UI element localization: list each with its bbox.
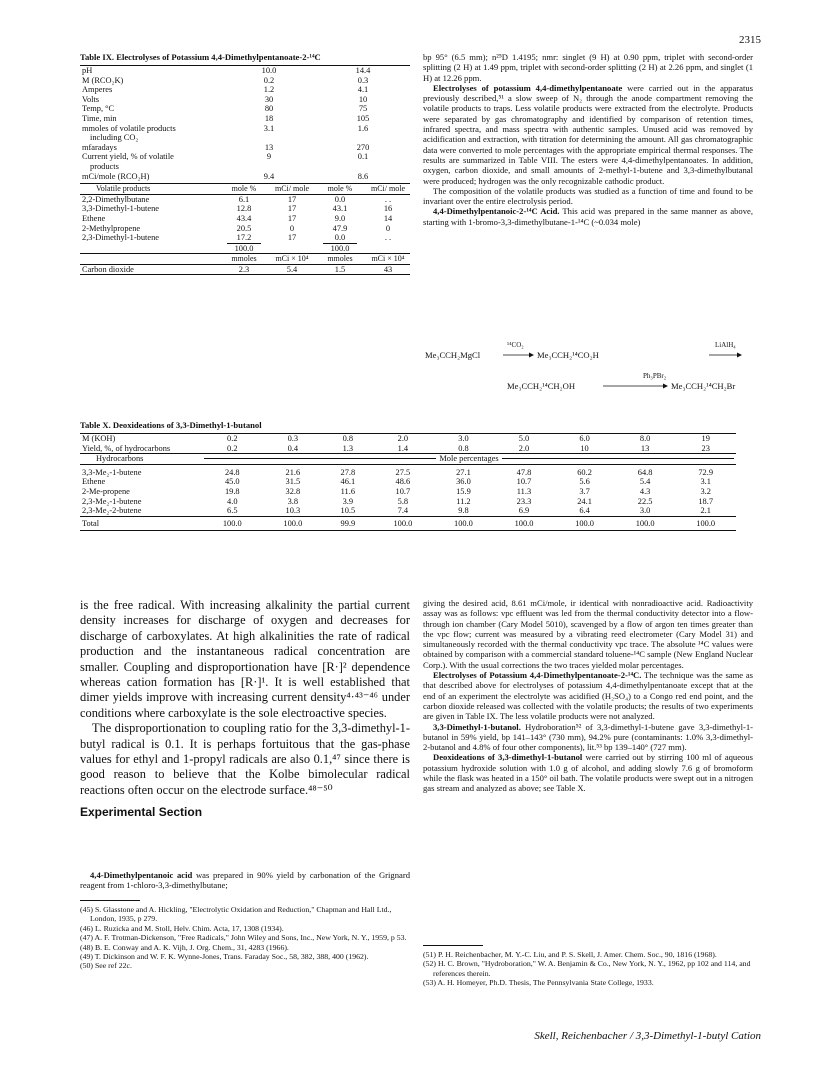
cell: 15.9	[456, 486, 471, 496]
param-label: Time, min	[82, 113, 117, 123]
cell: 100.0	[635, 518, 655, 528]
cell: 19	[701, 434, 710, 443]
co2-label: Carbon dioxide	[82, 264, 134, 274]
vol-c2: 0	[289, 223, 295, 233]
cell: 100.0	[454, 518, 473, 528]
paragraph: The composition of the volatile products was studied as a function of time and found to be invariant over the entire electrolysis period.	[423, 185, 753, 207]
cell: 6.5	[227, 506, 238, 516]
footnote: (53) A. H. Homeyer, Ph.D. Thesis, The Pennsylvania State College, 1933.	[423, 978, 654, 988]
param-value-b: 75	[358, 104, 368, 114]
vol-c2: 17	[287, 233, 297, 243]
hc-header: Hydrocarbons	[96, 454, 144, 464]
cell: 0.3	[287, 434, 299, 443]
co2-c4: 43	[383, 264, 393, 274]
vol-total-c1: 100.0	[227, 243, 261, 254]
cell: 60.2	[577, 467, 592, 477]
table-row	[80, 214, 410, 224]
scheme-r2: LiAlH₄	[715, 341, 736, 349]
vol-c2: 17	[287, 213, 297, 223]
cell: 11.3	[516, 486, 532, 496]
table-row	[80, 172, 410, 182]
cell: 23.3	[516, 496, 532, 506]
param-value-a: 9	[266, 152, 272, 162]
table-row	[80, 224, 410, 234]
table-row	[80, 162, 410, 172]
cell: 7.4	[397, 506, 409, 516]
cell: 0.8	[458, 443, 469, 453]
row-label: M (KOH)	[82, 434, 116, 443]
param-value-a: 80	[264, 104, 274, 114]
vol-c4: 16	[383, 204, 393, 214]
table-row	[80, 204, 410, 214]
vol-header-c1: mole %	[231, 184, 257, 194]
cell: 48.6	[395, 477, 411, 487]
param-value-a: 1.2	[263, 85, 275, 95]
table-row	[80, 444, 736, 454]
cell: 22.5	[637, 496, 653, 506]
cell: 27.1	[456, 467, 471, 477]
vol-c4: 0	[385, 223, 391, 233]
co2-header-c2: mCi × 10⁴	[275, 254, 309, 264]
vol-c3: 43.1	[332, 204, 348, 214]
paragraph: Deoxideations of 3,3-dimethyl-1-butanol were carried out by stirring 100 ml of aqueous potassium hydroxide solution with 1.0 g of alcohol, and adding slowly 7.6 g of bromoform while the flask was heated in a 150° oil bath. The volatile products were swept out in a nitrogen gas stream and analyzed as above; see Table X.	[423, 752, 753, 794]
vol-c2: 17	[287, 204, 297, 214]
param-value-b: 270	[356, 142, 370, 152]
co2-c3: 1.5	[334, 264, 346, 274]
vol-c1: 17.2	[236, 233, 252, 243]
cell: 3.2	[700, 486, 711, 496]
scheme-s2: Me₃CCH₂¹⁴CO₂H	[537, 350, 599, 360]
param-value-a: 9.4	[263, 171, 275, 181]
table-row	[80, 194, 410, 204]
cell: 1.3	[342, 443, 354, 453]
vol-label: 2,2-Dimethylbutane	[82, 194, 150, 204]
footnote: (48) B. E. Conway and A. K. Vijh, J. Org. Chem., 31, 4283 (1966).	[80, 942, 289, 952]
param-value-b: 105	[356, 113, 370, 123]
footnote: (51) P. H. Reichenbacher, M. Y.-C. Liu, and P. S. Skell, J. Amer. Chem. Soc., 90, 1816 (1968).	[423, 950, 717, 959]
table-row	[80, 133, 410, 143]
cell: 11.6	[340, 486, 356, 496]
paragraph: 4,4-Dimethylpentanoic acid was prepared in 90% yield by carbonation of the Grignard reagent from 1-chloro-3,3-dimethylbutane;	[80, 870, 411, 891]
param-value-a: 3.1	[263, 123, 275, 133]
table-ix-volatiles	[80, 183, 410, 275]
cell: 3.9	[342, 496, 354, 506]
row-label: Yield, %, of hydrocarbons	[82, 443, 171, 453]
paragraph: is the free radical. With increasing alkalinity the partial current density increases for discharge of oxygen and decreases for discharge of carboxylates. At high alkalinities the rate of radical production and the instantaneous radical concentration are smaller. Coupling and disproportionation have [R·]² dependence whereas cation formation has [R·]¹. It is well established that dimer yields improve with increasing current density⁴·⁴³⁻⁴⁶ under conditions where carboxylate is the sole electroactive species.	[80, 598, 410, 720]
cell: 100.0	[283, 518, 303, 528]
cell: 27.5	[395, 467, 411, 477]
cell: 100.0	[514, 518, 534, 528]
vol-header-c3: mole %	[327, 184, 353, 194]
footnote: (46) L. Ruzicka and M. Stoll, Helv. Chim. Acta, 17, 1308 (1934).	[80, 923, 284, 933]
paragraph: The disproportionation to coupling ratio for the 3,3-dimethyl-1-butyl radical is 0.1. It is perhaps fortuitous that the gas-phase values for ethyl and 1-propyl radicals are also 0.1,⁴⁷ since there is good reason to believe that the Kolbe bimolecular radical reactions often occur on the electrode surface.⁴⁸⁻⁵⁰	[80, 721, 410, 797]
param-value-b: 1.6	[357, 123, 369, 133]
cell: 19.8	[224, 486, 240, 496]
section-heading: Experimental Section	[80, 805, 203, 820]
cell: 10	[580, 443, 589, 453]
scheme-s1: Me₃CCH₂MgCl	[425, 350, 481, 360]
param-label: mfaradays	[82, 142, 117, 152]
footnote: (49) T. Dickinson and W. F. K. Wynne-Jones, Trans. Faraday Soc., 58, 382, 388, 400 (1962).	[80, 952, 369, 962]
cell: 36.0	[456, 477, 471, 487]
cell: 24.8	[224, 467, 240, 477]
param-value-b	[316, 162, 410, 172]
table-row	[80, 487, 736, 497]
vol-label: Ethene	[82, 213, 106, 223]
cell: 5.6	[579, 477, 590, 487]
row-label: 2,3-Me₂-1-butene	[82, 496, 142, 506]
cell: 21.6	[285, 467, 301, 477]
cell: 10.7	[395, 486, 411, 496]
cell: 5.4	[639, 477, 651, 487]
cell: 2.0	[397, 434, 409, 443]
cell: 64.8	[637, 467, 653, 477]
table-row	[80, 114, 410, 124]
param-value-b: 8.6	[357, 171, 369, 181]
cell: 10.7	[516, 477, 532, 487]
footnote: (47) A. F. Trotman-Dickenson, "Free Radicals," John Wiley and Sons, Inc., New York, N. Y., 1959, p 53.	[80, 933, 407, 943]
cell: 3.0	[639, 506, 651, 516]
param-value-a: 30	[264, 94, 274, 104]
vol-c1: 20.5	[236, 223, 252, 233]
cell: 6.0	[579, 434, 590, 443]
mole-pct-header	[202, 454, 736, 465]
cell: 100.0	[393, 518, 413, 528]
right-body-text	[423, 598, 753, 794]
param-value-b: 0.1	[357, 152, 369, 162]
row-label: 3,3-Me₂-1-butene	[82, 467, 142, 477]
cell: 3.8	[287, 496, 299, 506]
vol-c4: 14	[383, 213, 393, 223]
table-x	[80, 420, 736, 531]
table-header-row	[80, 454, 736, 465]
table-row	[80, 143, 410, 153]
cell: 100.0	[222, 518, 242, 528]
row-label: 2-Me-propene	[82, 486, 130, 496]
vol-c3: 0.0	[334, 233, 346, 243]
table-x-title: Table X. Deoxideations of 3,3-Dimethyl-1-butanol	[80, 420, 262, 430]
table-row	[80, 516, 736, 531]
co2-header-c3: mmoles	[327, 254, 353, 264]
cell: 47.8	[516, 467, 532, 477]
param-label: products	[90, 161, 119, 171]
paragraph: Electrolyses of Potassium 4,4-Dimethylpentanoate-2-¹⁴C. The technique was the same as that described above for electrolyses of potassium 4,4-dimethylpentanoate except that at the end of an experiment the electrolyte was acidified (H₂SO₄) to a Congo red end point, and the carbon dioxide released was collected with the volatile products; the results of two experiments are given in Table IX. The less volatile products were not analyzed.	[423, 670, 753, 722]
vol-label: 2-Methylpropene	[82, 223, 141, 233]
paragraph: giving the desired acid, 8.61 mCi/mole, ir identical with nonradioactive acid. Radioactivity assay was as follows: vpc effluent was led from the thermal conductivity detector into a flow-through ion chamber (Cary Model 5010), scavenged by a flow of argon ten times greater than the vpc flow; current was measured by a vibrating reed electrometer (Cary Model 31) and simultaneously recorded with the thermal conductivity vpc trace. The absolute ¹⁴C values were obtained by comparison with a commercial standard toluene-¹⁴C sample (New England Nuclear Corp.). With the usual corrections the two traces yielded molar percentages.	[423, 598, 753, 670]
vol-c1: 43.4	[236, 213, 252, 223]
cell: 100.0	[696, 518, 716, 528]
cell: 46.1	[340, 477, 356, 487]
table-ix-params	[80, 65, 410, 181]
cell: 5.0	[518, 434, 530, 443]
param-value-b: 10	[358, 94, 368, 104]
cell: 0.2	[227, 434, 238, 443]
synthesis-scheme	[423, 336, 763, 406]
vol-c4: . .	[384, 233, 392, 243]
cell: 0.2	[227, 443, 238, 453]
row-label: 2,3-Me₂-2-butene	[82, 506, 142, 516]
param-label: including CO₂	[90, 133, 139, 143]
right-top-text	[423, 52, 753, 227]
param-value-b: 14.4	[355, 66, 371, 75]
footnote: (50) See ref 22c.	[80, 961, 132, 971]
cell: 23	[701, 443, 710, 453]
cell: 1.4	[397, 443, 409, 453]
table-row	[80, 95, 410, 105]
cell: 3.7	[579, 486, 590, 496]
cell: 24.1	[577, 496, 592, 506]
param-label: Amperes	[82, 85, 113, 95]
cell: 31.5	[285, 477, 301, 487]
cell: 10.3	[285, 506, 301, 516]
table-row	[80, 233, 410, 243]
running-footer: Skell, Reichenbacher / 3,3-Dimethyl-1-butyl Cation	[534, 1030, 761, 1042]
vol-header-c4: mCi/ mole	[371, 184, 405, 194]
cell: 5.8	[397, 496, 409, 506]
cell: 32.8	[285, 486, 301, 496]
vol-label: 3,3-Dimethyl-1-butene	[82, 204, 159, 214]
cell: 11.2	[456, 496, 471, 506]
cell: 99.9	[340, 518, 356, 528]
scheme-s3: Me₃CCH₂¹⁴CH₂OH	[507, 381, 576, 391]
param-label: pH	[82, 66, 93, 75]
cell: 18.7	[698, 496, 714, 506]
cell: 45.0	[224, 477, 240, 487]
page-number: 2315	[739, 34, 761, 46]
vol-header-c2: mCi/ mole	[275, 184, 309, 194]
left-experimental-text	[80, 870, 410, 891]
co2-c2: 5.4	[286, 264, 298, 274]
vol-c3: 47.9	[332, 223, 348, 233]
param-label: mCi/mole (RCO₂H)	[82, 171, 150, 181]
table-row	[80, 264, 410, 275]
cell: 3.0	[458, 434, 469, 443]
param-label: Volts	[82, 94, 100, 104]
vol-c2: 17	[287, 194, 297, 204]
vol-c3: 0.0	[334, 194, 346, 204]
table-ix	[80, 52, 410, 275]
scheme-r3: Ph₃PBr₂	[643, 372, 667, 380]
param-label: Current yield, % of volatile	[82, 152, 174, 162]
table-ix-title: Table IX. Electrolyses of Potassium 4,4-Dimethylpentanoate-2-¹⁴C	[80, 52, 321, 62]
cell: 3.1	[700, 477, 711, 487]
cell: 6.4	[579, 506, 590, 516]
table-row	[80, 152, 410, 162]
table-row	[80, 104, 410, 114]
param-value-a	[222, 162, 316, 172]
cell: 72.9	[698, 467, 714, 477]
param-value-b: 4.1	[357, 85, 369, 95]
footnote: (52) H. C. Brown, "Hydroboration," W. A. Benjamin & Co., New York, N. Y., 1962, pp 102 and 114, and references therein.	[423, 959, 751, 978]
vol-label: 2,3-Dimethyl-1-butene	[82, 233, 159, 243]
co2-header-c4: mCi × 10⁴	[371, 254, 405, 264]
vol-header-label: Volatile products	[96, 184, 151, 194]
cell: 2.1	[700, 506, 711, 516]
cell: 2.0	[518, 443, 530, 453]
row-label: Total	[82, 518, 100, 528]
vol-c1: 6.1	[238, 194, 250, 204]
footnote: (45) S. Glasstone and A. Hickling, "Electrolytic Oxidation and Reduction," Chapman and Hall Ltd., London, 1935, p 279.	[80, 905, 392, 924]
param-value-a	[222, 133, 316, 143]
cell: 10.5	[340, 506, 356, 516]
left-footnotes	[80, 900, 410, 971]
param-value-b	[316, 133, 410, 143]
cell: 100.0	[575, 518, 594, 528]
row-label: Ethene	[82, 477, 106, 487]
cell: 6.9	[518, 506, 530, 516]
co2-c1: 2.3	[238, 264, 250, 274]
scheme-s4: Me₃CCH₂¹⁴CH₂Br	[671, 381, 736, 391]
cell: 27.8	[340, 467, 356, 477]
param-value-b: 0.3	[357, 75, 369, 85]
paragraph: 3,3-Dimethyl-1-butanol. Hydroboration⁵² of 3,3-dimethyl-1-butene gave 3,3-dimethyl-1-butanol in 59% yield, bp 141–143° (730 mm), 94.2% pure (contaminants: 1.0% 3,3-dimethyl-2-butanol and 4.8% of four other components), lit.⁵³ bp 139–140° (727 mm).	[423, 721, 753, 753]
paragraph: Electrolyses of potassium 4,4-dimethylpentanoate were carried out in the apparatus previously described,⁵¹ a slow sweep of N₂ through the anode compartment removing the volatile products to traps. Less volatile products were extracted from the electrolyte. Products were separated by gas chromatography and identified by comparison of retention times, infrared spectra, and mass spectra with authentic samples. Unused acid was removed by acidification and extraction, with titration for determining the amount. All gas chromatographic data were converted to mole percentages with the appropriate empirical thermal responses. The results are summarized in Table VIII. The esters were 4,4-dimethylpentanoates. In addition, oxygen, carbon dioxide, and small amounts of 2-methyl-1-butene and 3,3-dimethylbutanal were produced; hydrogen was the only recognizable cathodic product.	[423, 82, 753, 186]
cell: 4.0	[227, 496, 238, 506]
cell: 8.0	[639, 434, 651, 443]
table-row	[80, 66, 410, 76]
cell: 9.8	[458, 506, 469, 516]
cell: 0.8	[342, 434, 354, 443]
table-row	[80, 85, 410, 95]
table-x-grid	[80, 433, 736, 531]
cell: 4.3	[639, 486, 651, 496]
vol-total-c3: 100.0	[323, 243, 357, 254]
co2-header-c1: mmoles	[231, 254, 257, 264]
table-row	[80, 124, 410, 134]
scheme-r1: ¹⁴CO₂	[507, 341, 524, 349]
table-row	[80, 506, 736, 516]
param-label: M (RCO₂K)	[82, 75, 124, 85]
vol-c4: . .	[384, 194, 392, 204]
table-row	[80, 76, 410, 86]
table-row	[80, 464, 736, 477]
param-label: mmoles of volatile products	[82, 123, 176, 133]
param-value-a: 10.0	[261, 66, 277, 75]
table-row	[80, 434, 736, 444]
param-value-a: 13	[264, 142, 274, 152]
param-value-a: 18	[264, 113, 274, 123]
table-row	[80, 477, 736, 487]
cell: 0.4	[287, 443, 299, 453]
table-row	[80, 497, 736, 507]
cell: 13	[640, 443, 650, 453]
param-label: Temp, °C	[82, 104, 115, 114]
right-footnotes	[423, 945, 753, 988]
paragraph: bp 95° (6.5 mm); n²⁵D 1.4195; nmr: singlet (9 H) at 0.90 ppm, triplet with second-order splitting (2 H) at 1.49 ppm, triplet with second-order splitting (2 H) at 2.26 ppm, and singlet (1 H) at 12.26 ppm.	[423, 52, 753, 83]
left-body-text	[80, 598, 410, 824]
vol-c1: 12.8	[236, 204, 252, 214]
param-value-a: 0.2	[263, 75, 275, 85]
vol-c3: 9.0	[334, 213, 346, 223]
mole-pct-label: Mole percentages	[439, 454, 499, 464]
paragraph: 4,4-Dimethylpentanoic-2-¹⁴C Acid. This acid was prepared in the same manner as above, starting with 1-bromo-3,3-dimethylbutane-1-¹⁴C (~0.034 mole)	[423, 206, 753, 227]
